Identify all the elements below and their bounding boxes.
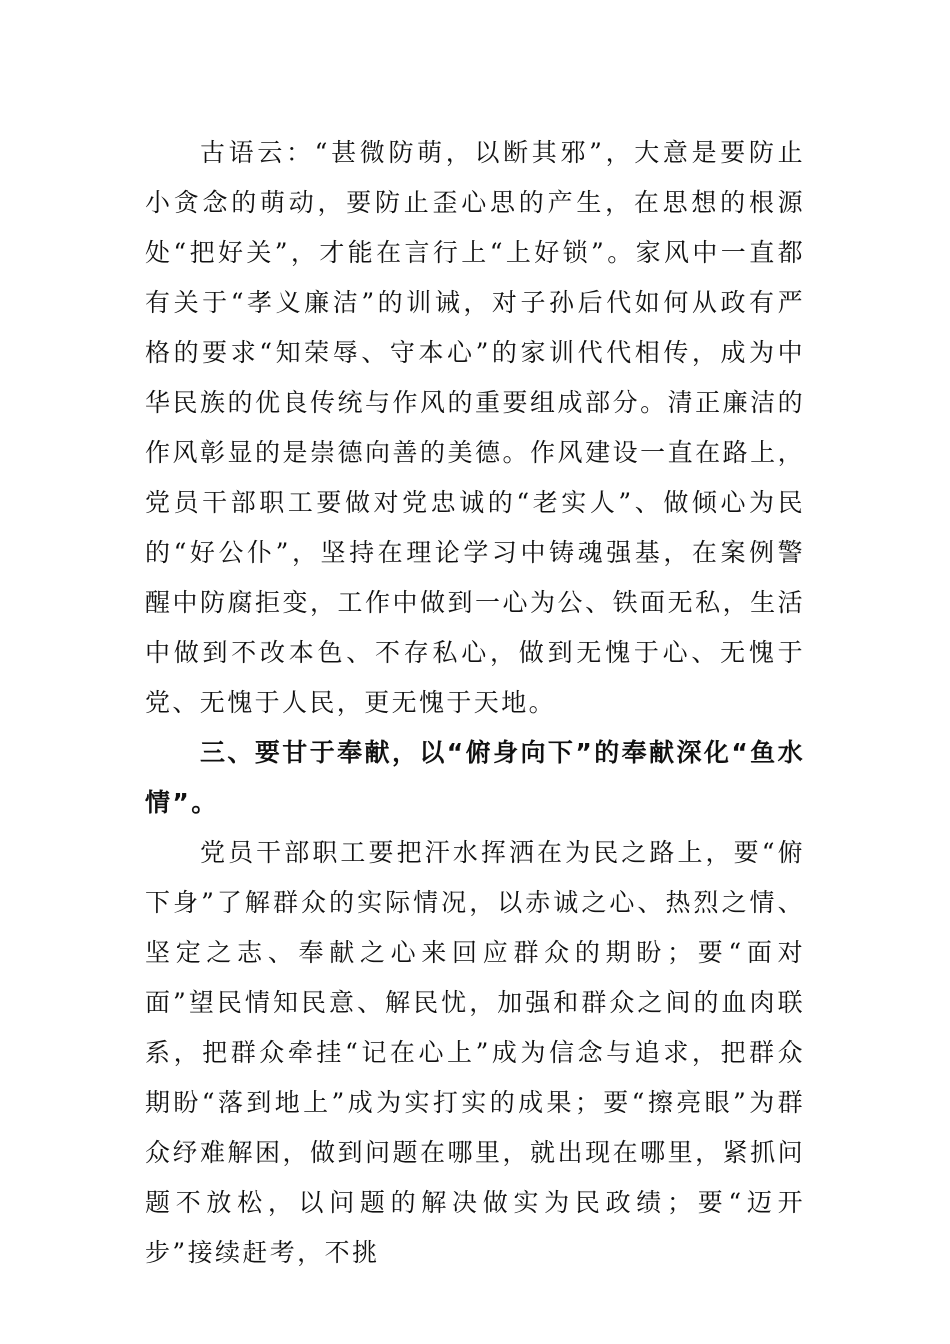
- paragraph-dedication: 党员干部职工要把汗水挥洒在为民之路上，要“俯下身”了解群众的实际情况，以赤诚之心、热烈之情、坚定之志、奉献之心来回应群众的期盼；要“面对面”望民情知民意、解民忧，加强和群众之间的血肉联系，把群众牵挂“记在心上”成为信念与追求，把群众期盼“落到地上”成为实打实的成果；要“擦亮眼”为群众纾难解困，做到问题在哪里，就出现在哪里，紧抓问题不放松，以问题的解决做实为民政绩；要“迈开步”接续赶考，不挑: [145, 838, 805, 1267]
- section-heading-dedication: 三、要甘于奉献，以“俯身向下”的奉献深化“鱼水情”。: [145, 738, 805, 817]
- paragraph-integrity: 古语云：“甚微防萌，以断其邪”，大意是要防止小贪念的萌动，要防止歪心思的产生，在思想的根源处“把好关”，才能在言行上“上好锁”。家风中一直都有关于“孝义廉洁”的训诫，对子孙后代如何从政有严格的要求“知荣辱、守本心”的家训代代相传，成为中华民族的优良传统与作风的重要组成部分。清正廉洁的作风彰显的是崇德向善的美德。作风建设一直在路上，党员干部职工要做对党忠诚的“老实人”、做倾心为民的“好公仆”，坚持在理论学习中铸魂强基，在案例警醒中防腐拒变，工作中做到一心为公、铁面无私，生活中做到不改本色、不存私心，做到无愧于心、无愧于党、无愧于人民，更无愧于天地。: [145, 138, 805, 717]
- document-body: [145, 128, 805, 1278]
